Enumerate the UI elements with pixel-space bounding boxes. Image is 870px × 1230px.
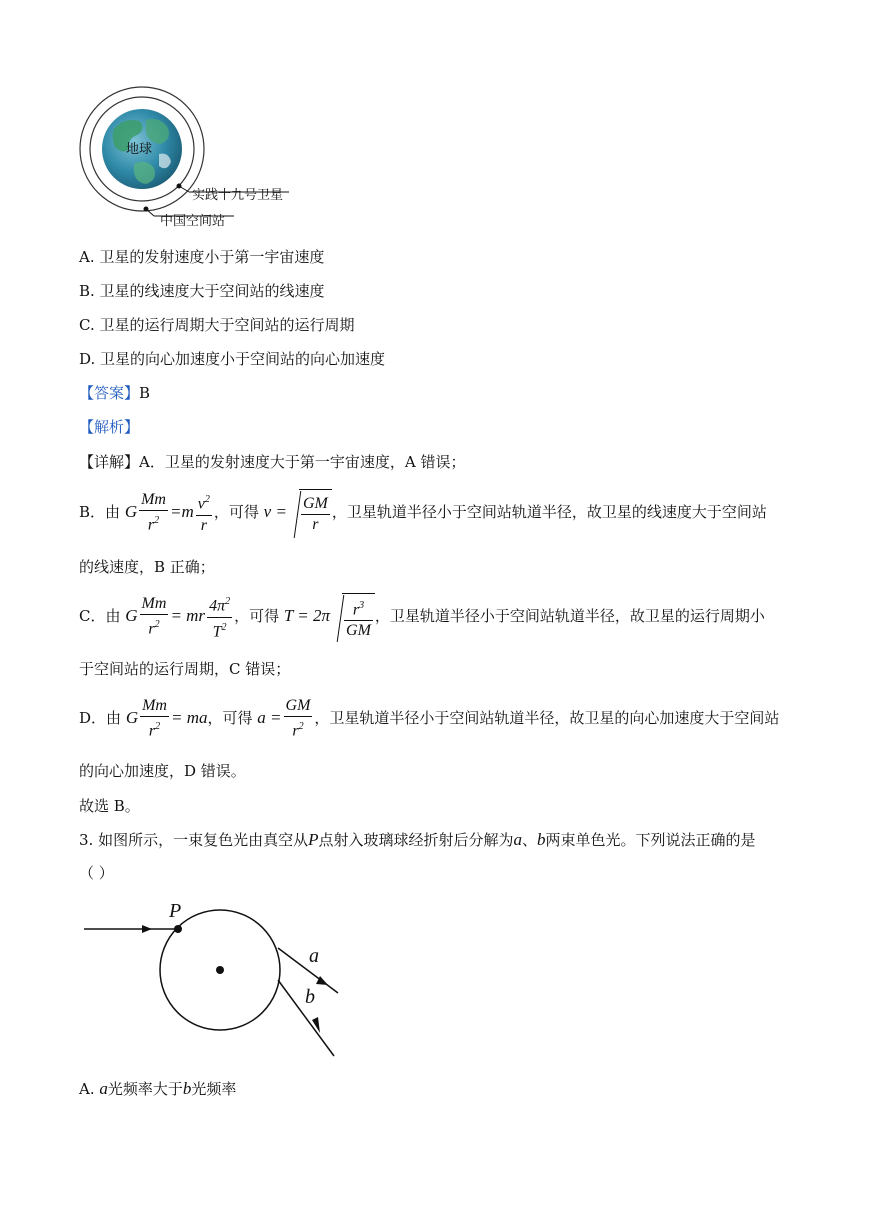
option-c: C. 卫星的运行周期大于空间站的运行周期: [79, 316, 355, 334]
q3-opt-a-prefix: A.: [79, 1080, 95, 1098]
option-d: D. 卫星的向心加速度小于空间站的向心加速度: [79, 350, 386, 368]
q3-opt-a-b: b: [182, 1079, 192, 1098]
detail-tag: 【详解】: [79, 453, 140, 471]
q3-stem: [79, 829, 756, 851]
q3-opt-a-end: 光频率: [191, 1080, 237, 1098]
q3-opt-a-mid: 光频率大于: [107, 1080, 183, 1098]
analysis-tag: 【解析】: [79, 418, 140, 436]
q3-a: a: [513, 830, 522, 849]
conclusion: 故选 B。: [79, 797, 140, 815]
q3-stem-b: 点射入玻璃球经折射后分解为: [318, 831, 514, 849]
satellite-label: 实践十九号卫星: [192, 188, 284, 203]
frac-mm-r2: $\frac{Mm}{r^2}$: [141, 491, 166, 534]
detail-b-text: ，卫星轨道半径小于空间站轨道半径，故卫星的线速度大于空间站: [331, 503, 767, 521]
frac-4pi2-t2: $\frac{4\pi^2}{T^2}$: [207, 592, 232, 642]
sqrt-r3-gm: $\frac{r^3}{GM}$: [330, 593, 375, 642]
formula-b2: v =: [263, 502, 287, 521]
sqrt-gm-r: $\frac{GM}{r}$: [287, 489, 332, 538]
formula-d2: a =: [257, 708, 282, 727]
formula-d1: G: [125, 708, 139, 727]
detail-c-prefix: C．由: [79, 607, 121, 625]
detail-b-mid: ，可得: [213, 503, 259, 521]
detail-c-text: ，卫星轨道半径小于空间站轨道半径，故卫星的运行周期小: [374, 607, 765, 625]
fig-label-a: a: [309, 945, 319, 967]
orbit-figure: [74, 84, 304, 234]
detail-b-cont: 的线速度，B 正确；: [79, 558, 215, 576]
detail-a-text: A．卫星的发射速度大于第一宇宙速度，A 错误；: [139, 453, 466, 471]
detail-d: D．由 G $\frac{Mm}{r^2}$ = ma，可得 a = $\frac{GM}{r^2}$ ，卫星轨道半径小于空间站轨道半径，故卫星的向心加速度大于空间站: [79, 697, 780, 740]
q3-p: P: [308, 830, 319, 849]
sphere-figure: [80, 898, 360, 1068]
formula-b1: G: [124, 502, 138, 521]
formula-c2: T = 2π: [283, 606, 331, 625]
option-b: B. 卫星的线速度大于空间站的线速度: [79, 282, 325, 300]
frac-v2-r: $\frac{v^2}{r}$: [196, 490, 212, 535]
fig-label-p: P: [169, 900, 182, 922]
detail-d-text: ，卫星轨道半径小于空间站轨道半径，故卫星的向心加速度大于空间站: [314, 709, 780, 727]
detail-c-cont: 于空间站的运行周期，C 错误；: [79, 660, 291, 678]
q3-stem-c: 两束单色光。下列说法正确的是: [545, 831, 756, 849]
option-a: A. 卫星的发射速度小于第一宇宙速度: [79, 248, 325, 266]
formula-c1: G: [125, 606, 138, 625]
q3-opt-a-a: a: [99, 1079, 108, 1098]
detail-d-mid: ，可得: [207, 709, 253, 727]
fig-label-b: b: [305, 986, 315, 1008]
detail-c: C．由 G $\frac{Mm}{r^2}$ = mr $\frac{4\pi^2}{T^2}$ ，可得 T = 2π $\frac{r^3}{GM}$ ，卫星轨道半径小于空间站轨道半径，故卫星的运行周期小: [79, 592, 765, 642]
frac-gm-r2: $\frac{GM}{r^2}$: [285, 697, 311, 740]
answer-value: B: [139, 384, 151, 402]
q3-option-a: [79, 1078, 236, 1100]
detail-b-prefix: B．由: [79, 503, 121, 521]
q3-sep: 、: [522, 831, 538, 849]
sphere-diagram: [80, 898, 360, 1068]
station-label: 中国空间站: [160, 214, 226, 229]
answer-line: [79, 382, 150, 404]
detail-c-mid: ，可得: [234, 607, 280, 625]
detail-a: [79, 451, 465, 473]
q3-b: b: [537, 830, 546, 849]
answer-tag: 【答案】: [79, 384, 140, 402]
q3-paren: （ ）: [79, 864, 114, 882]
q3-stem-a: 3. 如图所示，一束复色光由真空从: [79, 831, 309, 849]
detail-d-prefix: D．由: [79, 709, 122, 727]
detail-b: B．由 G $\frac{Mm}{r^2}$ =m $\frac{v^2}{r}$ ，可得 v = $\frac{GM}{r}$ ，卫星轨道半径小于空间站轨道半径，故卫星的线速度大于空间站: [79, 488, 767, 538]
earth-label: 地球: [126, 142, 153, 157]
detail-d-cont: 的向心加速度，D 错误。: [79, 762, 246, 780]
